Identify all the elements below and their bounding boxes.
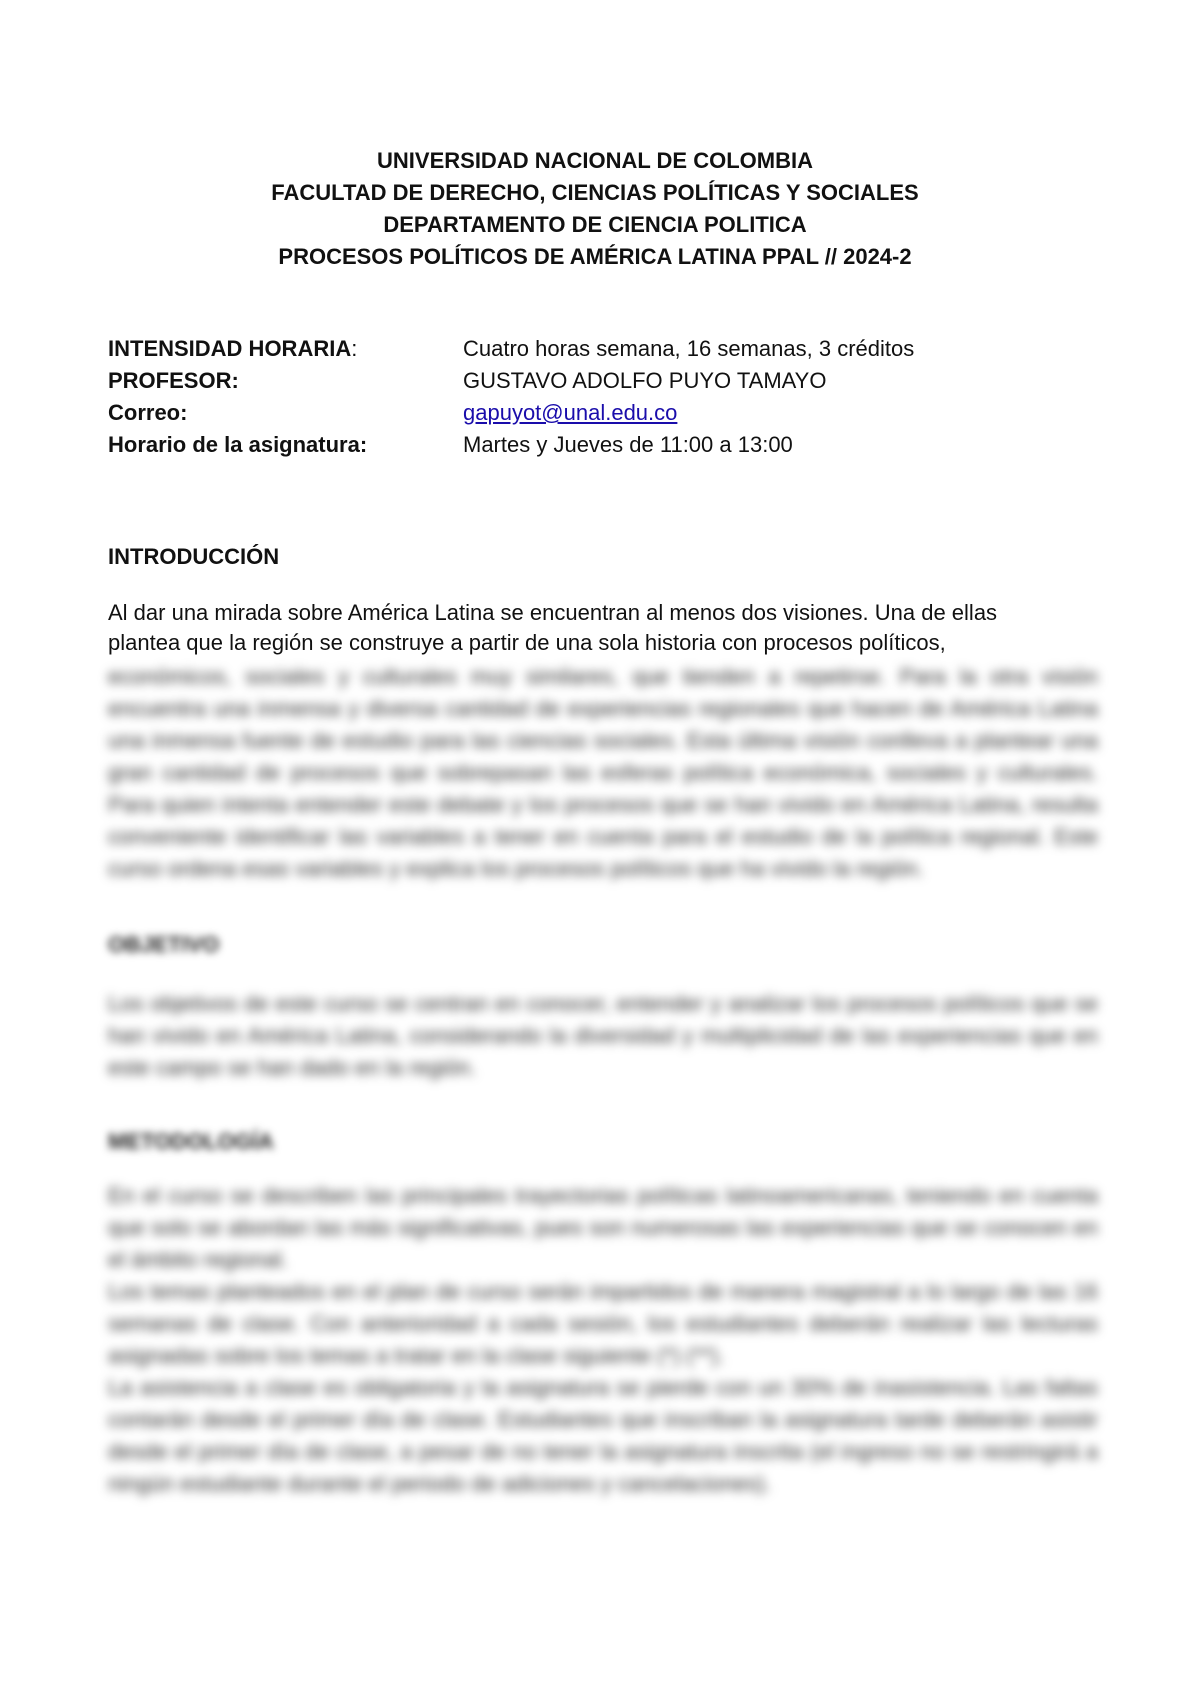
intro-first-line: Al dar una mirada sobre América Latina se encuentran al menos dos visiones. Una de ellas <box>108 600 998 625</box>
department-name: DEPARTAMENTO DE CIENCIA POLITICA <box>383 212 807 237</box>
schedule-label: Horario de la asignatura: <box>108 432 368 457</box>
university-name: UNIVERSIDAD NACIONAL DE COLOMBIA <box>377 148 813 173</box>
email-link[interactable]: gapuyot@unal.edu.co <box>463 400 678 425</box>
email-label: Correo: <box>108 400 188 425</box>
info-row-email <box>108 397 1088 429</box>
methodology-p2: Los temas planteados en el plan de curso serán impartidos de manera magistral a lo largo de las 16 semanas de clase. Con anterioridad a cada sesión, los estudiantes deberán realizar las lecturas asignadas sobre los temas a tratar en la clase siguiente (*) (**). <box>108 1279 1098 1368</box>
methodology-p1: En el curso se describen las principales trayectorias políticas latinoamericanas, teniendo en cuenta que solo se abordan las más significativas, pues son numerosas las experiencias que se conocen en el ámbito regional. <box>108 1183 1098 1272</box>
info-row-intensity <box>108 333 1088 365</box>
document-header <box>0 145 1190 273</box>
info-row-professor <box>108 365 1088 397</box>
intensity-colon: : <box>351 336 358 361</box>
methodology-p3: La asistencia a clase es obligatoria y la asignatura se pierde con un 30% de inasistencia. Las faltas contarán desde el primer día de clase. Estudiantes que inscriban la asignatura tarde deberán asistir desde el primer día de clase, a pesar de no tener la asignatura inscrita (el ingreso no se restringirá a ningún estudiante durante el periodo de adiciones y cancelaciones). <box>108 1375 1098 1496</box>
faculty-name: FACULTAD DE DERECHO, CIENCIAS POLÍTICAS Y SOCIALES <box>271 180 919 205</box>
intro-paragraph <box>108 597 1098 885</box>
intro-blurred-text: económicos, sociales y culturales muy similares, que tienden a repetirse. Para la otra visión encuentra una inmensa y diversa cantidad de experiencias regionales que hacen de América Latina una inmensa fuente de estudio para las ciencias sociales. Esta última visión conlleva a plantear una gran cantidad de procesos que sobrepasan las esferas política económica, sociales y culturales. Para quien intenta entender este debate y los procesos que se han vivido en América Latina, resulta conveniente identificar las variables a tener en cuenta para el estudio de la política regional. Este curso ordena esas variables y explica los procesos políticos que ha vivido la región. <box>108 664 1098 881</box>
methodology-paragraphs <box>108 1180 1098 1500</box>
objective-title: OBJETIVO <box>108 932 220 957</box>
course-info <box>108 333 1088 461</box>
intro-title: INTRODUCCIÓN <box>108 544 280 569</box>
intensity-label: INTENSIDAD HORARIA <box>108 336 352 361</box>
professor-value: GUSTAVO ADOLFO PUYO TAMAYO <box>463 368 827 393</box>
professor-label: PROFESOR: <box>108 368 239 393</box>
objective-paragraph: Los objetivos de este curso se centran en conocer, entender y analizar los procesos políticos que se han vivido en América Latina, considerando la diversidad y multiplicidad de las experiencias que en este campo se han dado en la región. <box>108 991 1098 1080</box>
course-name: PROCESOS POLÍTICOS DE AMÉRICA LATINA PPAL // 2024-2 <box>278 244 912 269</box>
intro-second-line: plantea que la región se construye a partir de una sola historia con procesos políticos, <box>108 630 946 655</box>
info-row-schedule <box>108 429 1088 461</box>
intensity-value: Cuatro horas semana, 16 semanas, 3 créditos <box>463 336 915 361</box>
schedule-value: Martes y Jueves de 11:00 a 13:00 <box>463 432 793 457</box>
methodology-title: METODOLOGÍA <box>108 1129 274 1154</box>
